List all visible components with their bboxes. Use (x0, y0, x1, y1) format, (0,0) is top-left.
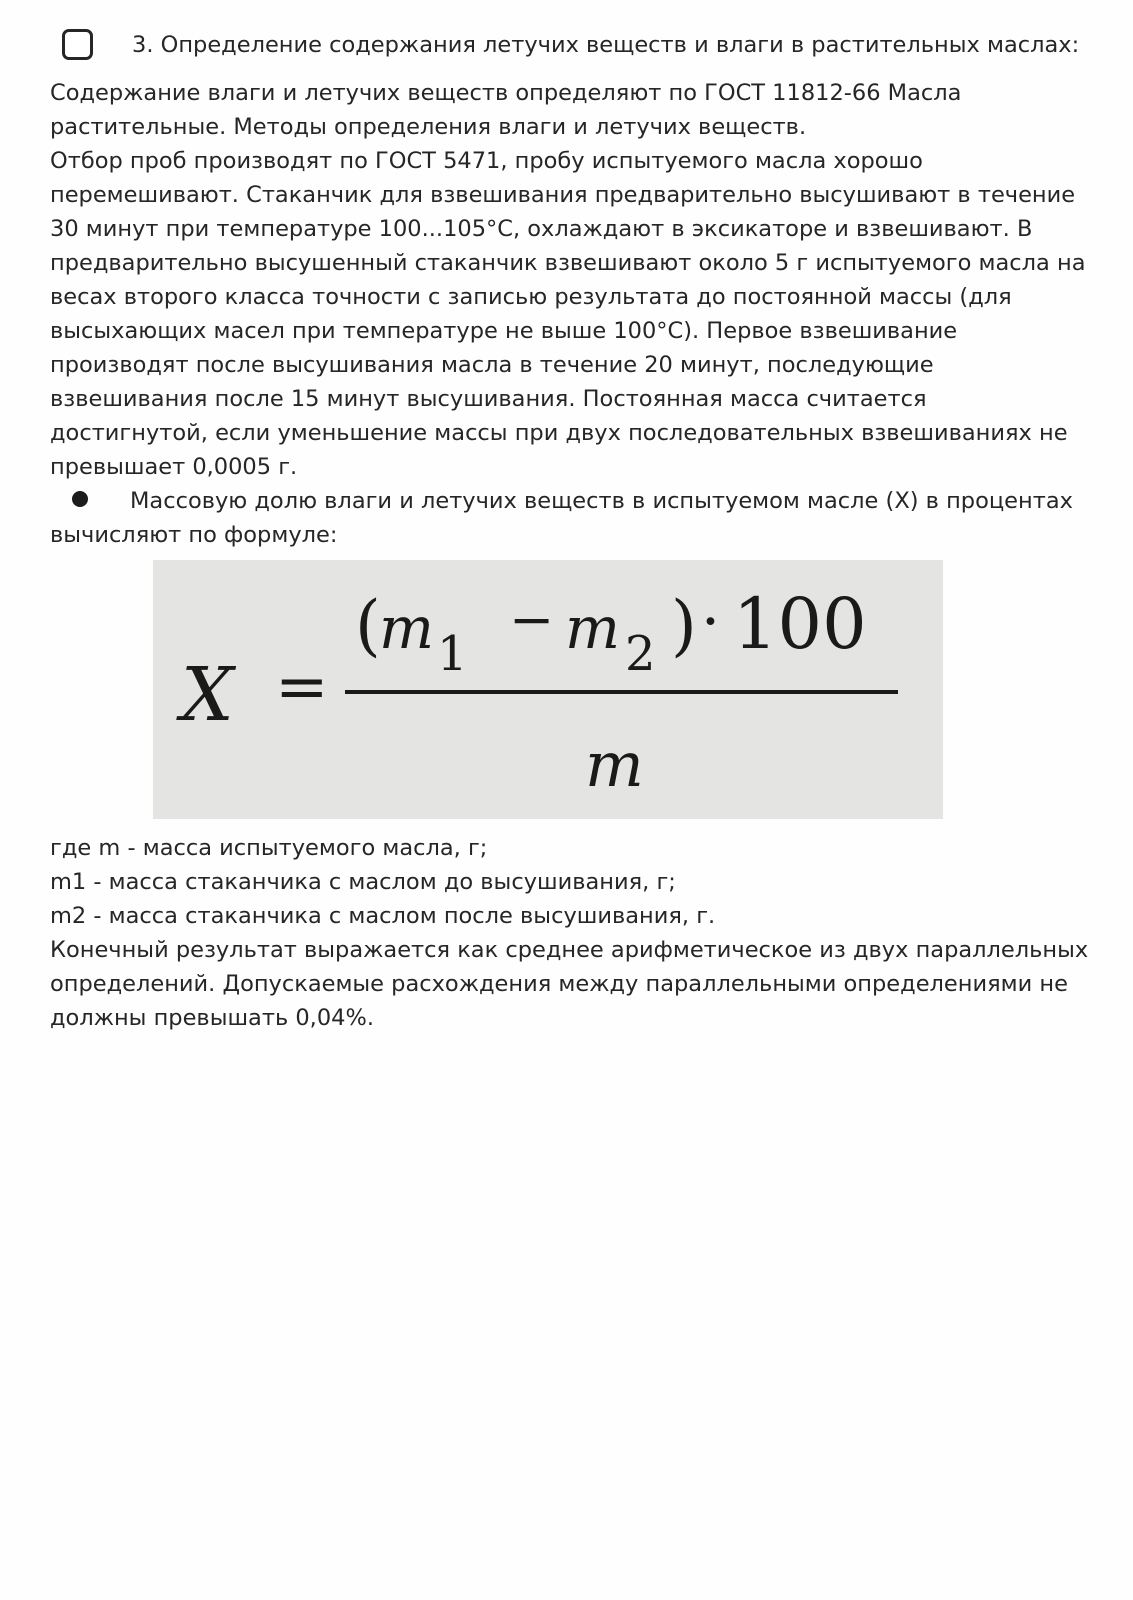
formula-m2-base: m (565, 594, 620, 662)
formula-m2-sub: 2 (625, 626, 656, 682)
conclusion-paragraph: Конечный результат выражается как среднее арифметическое из двух параллельных определений. Допускаемые расхождения между параллельными определениями не должны превышать 0,04%. (50, 937, 1089, 1031)
formula-denominator: m (585, 728, 644, 801)
bullet-item (50, 484, 1090, 552)
formula-image (153, 560, 943, 819)
formula-svg (153, 560, 943, 819)
document-page (50, 28, 1090, 1035)
section-heading: 3. Определение содержания летучих веществ и влаги в растительных маслах: (132, 32, 1080, 58)
formula-close-paren: ) (671, 587, 697, 664)
formula-hundred: 100 (733, 583, 867, 665)
formula-equals: = (275, 650, 329, 724)
definition-m1: m1 - масса стаканчика с маслом до высушивания, г; (50, 869, 676, 895)
definition-m2: m2 - масса стаканчика с маслом после высушивания, г. (50, 903, 716, 929)
formula-lhs: X (181, 652, 234, 738)
formula-open-paren: ( (355, 587, 381, 664)
bullet-text: Массовую долю влаги и летучих веществ в испытуемом масле (Х) в процентах вычисляют по формуле: (50, 488, 1073, 548)
intro-paragraph-gost: Содержание влаги и летучих веществ определяют по ГОСТ 11812-66 Масла растительные. Методы определения влаги и летучих веществ. (50, 80, 962, 140)
formula-m1-base: m (379, 594, 434, 662)
formula-m1-sub: 1 (437, 626, 468, 682)
task-checkbox[interactable] (62, 29, 93, 60)
heading-row (50, 28, 1090, 72)
definition-m: где m - масса испытуемого масла, г; (50, 835, 488, 861)
bullet-dot-icon (72, 491, 88, 507)
formula-times: · (701, 587, 721, 657)
intro-paragraph-procedure: Отбор проб производят по ГОСТ 5471, пробу испытуемого масла хорошо перемешивают. Стаканчик для взвешивания предварительно высушивают в течение 30 минут при температуре 100...105°С, охлаждают в эксикаторе и взвешивают. В предварительно высушенный стаканчик взвешивают около 5 г испытуемого масла на весах второго класса точности с записью результата до постоянной массы (для высыхающих масел при температуре не выше 100°С). Первое взвешивание производят после высушивания масла в течение 20 минут, последующие взвешивания после 15 минут высушивания. Постоянная масса считается достигнутой, если уменьшение массы при двух последовательных взвешиваниях не превышает 0,0005 г. (50, 148, 1086, 480)
formula-minus: − (509, 588, 555, 651)
